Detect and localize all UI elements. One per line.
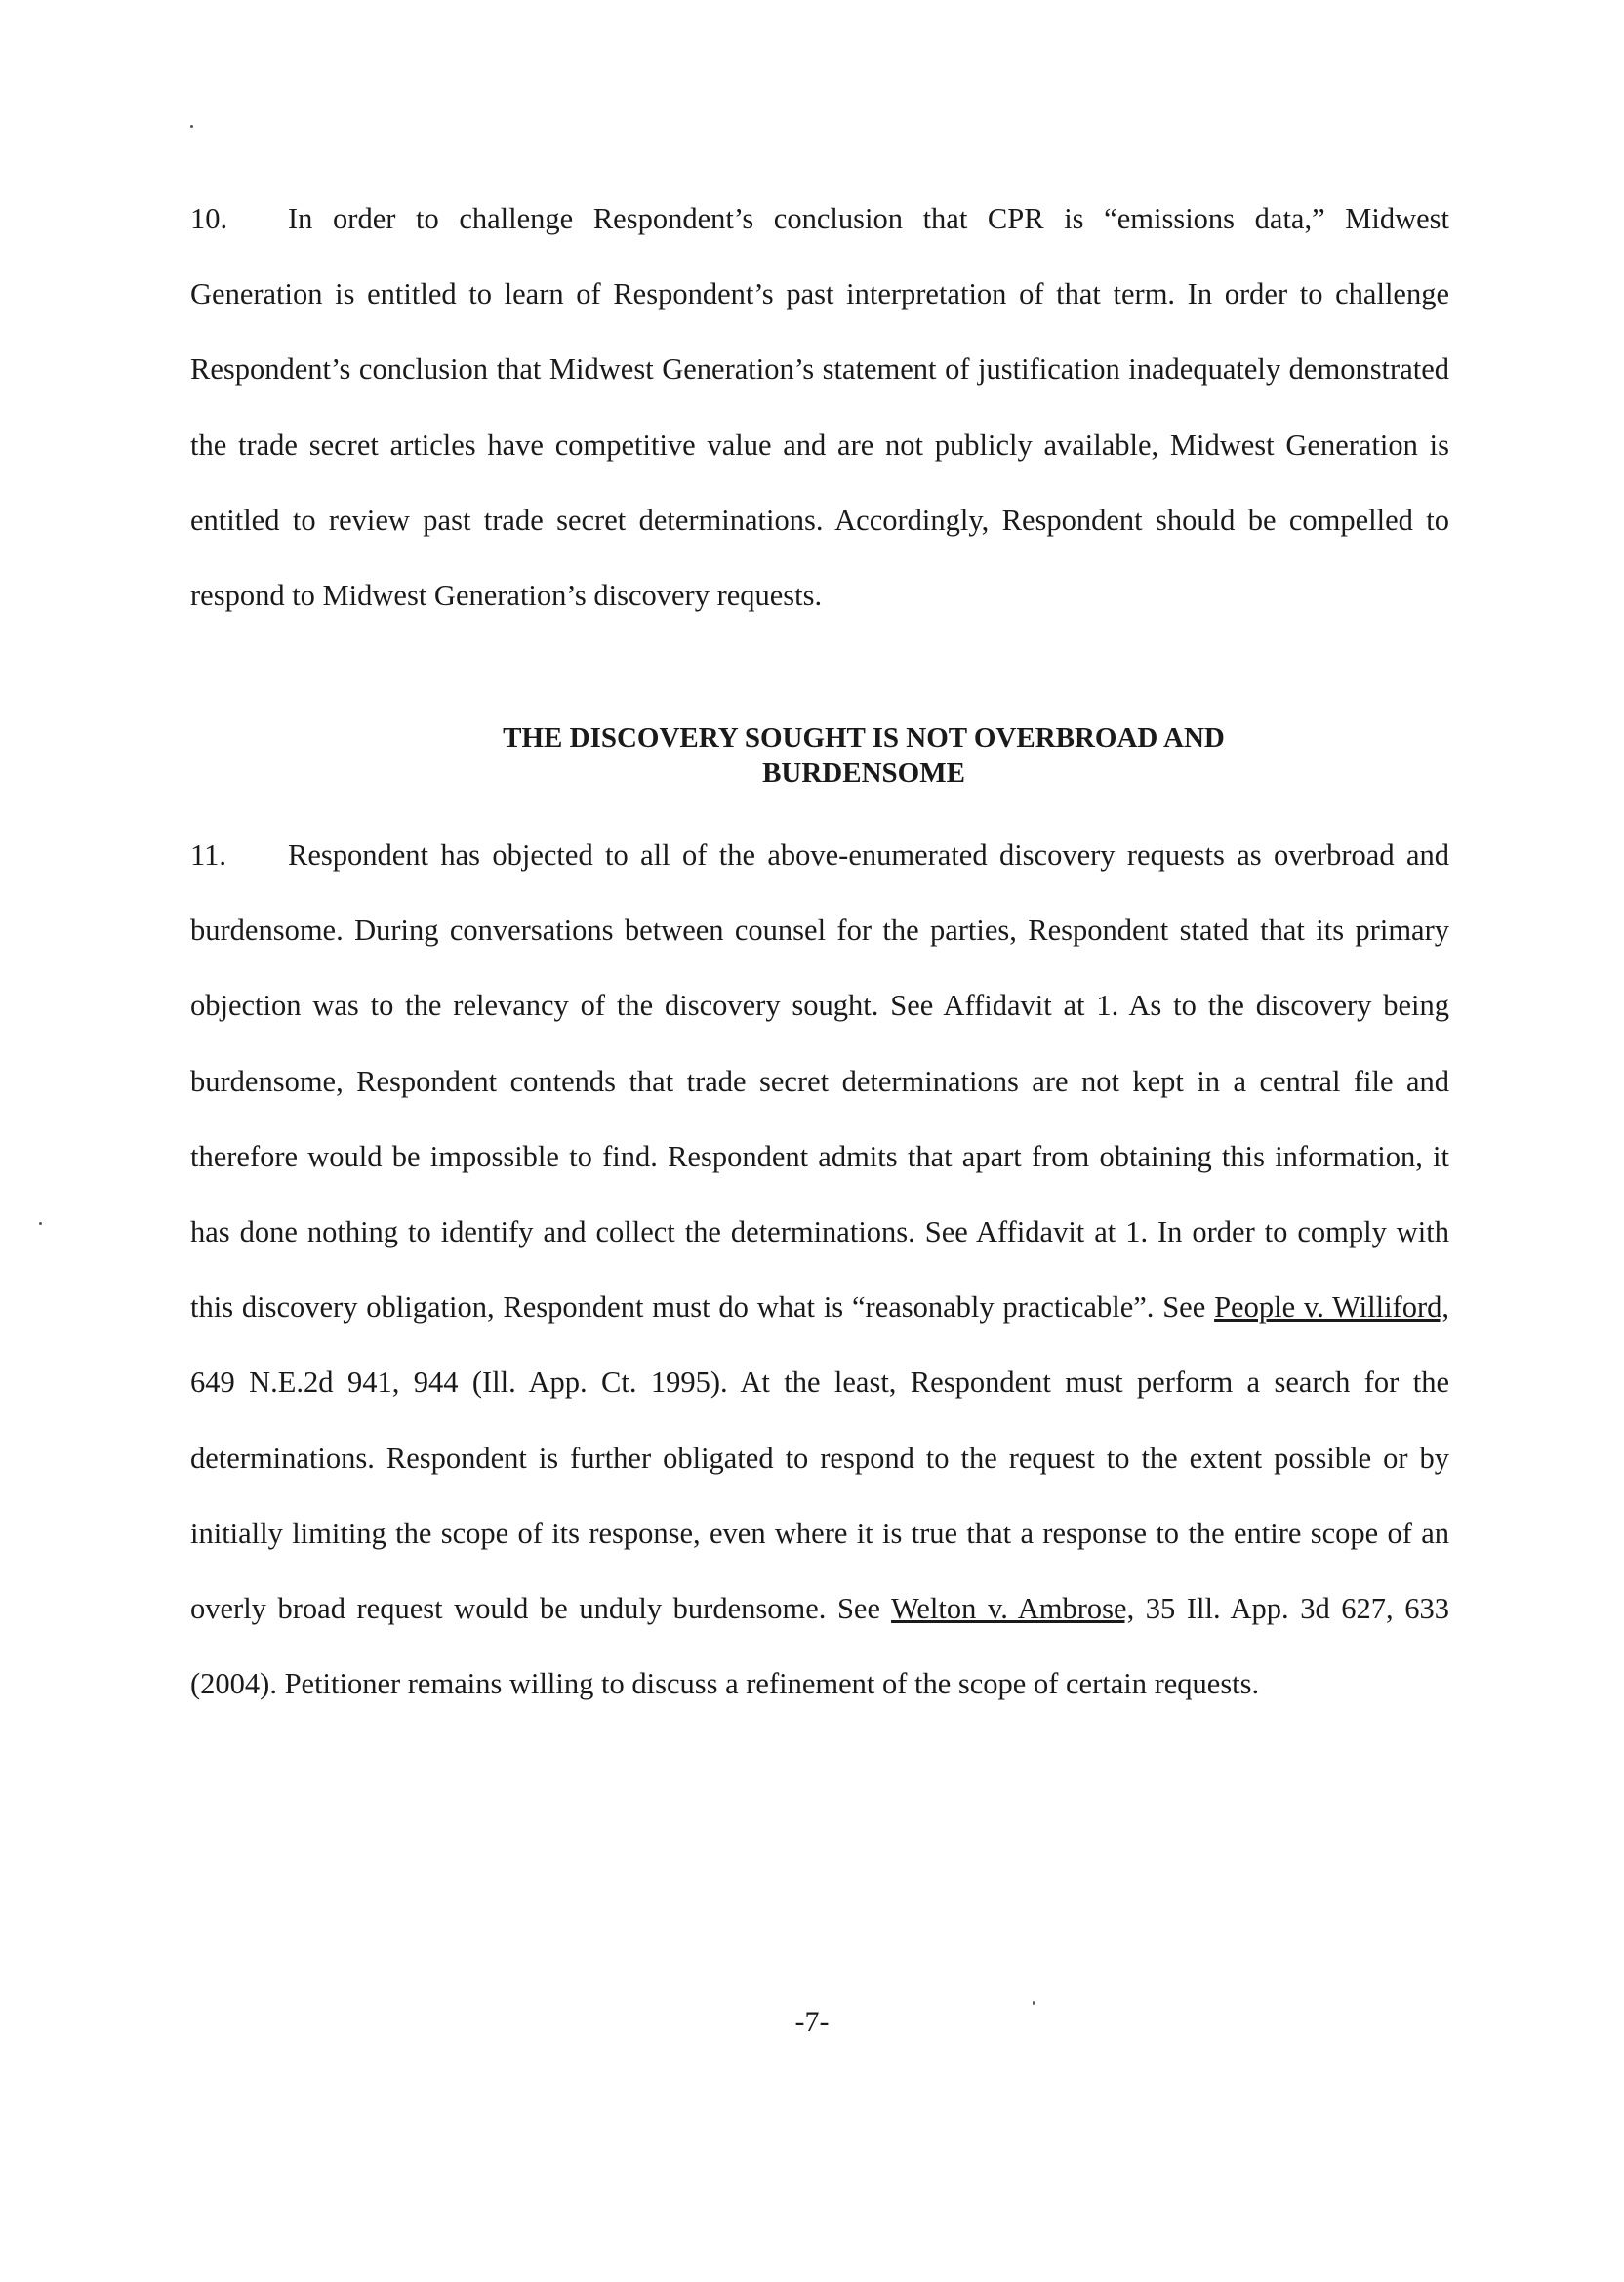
case-citation-williford: People v. Williford, bbox=[1214, 1290, 1449, 1324]
heading-line-2: BURDENSOME bbox=[762, 757, 965, 789]
paragraph-number: 10. bbox=[190, 202, 228, 235]
section-heading bbox=[190, 720, 1537, 791]
paragraph-text-part-1: Respondent has objected to all of the above-enumerated discovery requests as overbroad and burdensome. During conversations between counsel for the parties, Respondent stated that its primary objection was to the relevancy of the discovery sought. See Affidavit at 1. As to the discovery being burdensome, Respondent contends that trade secret determinations are not kept in a central file and therefore would be impossible to find. Respondent admits that apart from obtaining this information, it has done nothing to identify and collect the determinations. See Affidavit at 1. In order to comply with this discovery obligation, Respondent must do what is “reasonably practicable”. See bbox=[190, 838, 1449, 1324]
heading-line-1: THE DISCOVERY SOUGHT IS NOT OVERBROAD AND bbox=[503, 722, 1225, 754]
paragraph-10 bbox=[190, 182, 1449, 633]
scan-speck bbox=[39, 1222, 42, 1225]
paragraph-text-part-2: 649 N.E.2d 941, 944 (Ill. App. Ct. 1995). At the least, Respondent must perform a search for the determinations. Respondent is further obligated to respond to the request to the extent possible or by initially limiting the scope of its response, even where it is true that a response to the entire scope of an overly broad request would be unduly burdensome. See bbox=[190, 1365, 1449, 1626]
case-citation-welton: Welton v. Ambrose, bbox=[891, 1592, 1135, 1626]
page-number: -7- bbox=[794, 2006, 830, 2038]
paragraph-text-part-3: 35 Ill. App. 3d 627, 633 (2004). Petitioner remains willing to discuss a refinement of the scope of certain requests. bbox=[190, 1592, 1450, 1701]
scan-speck bbox=[190, 125, 193, 128]
paragraph-11 bbox=[190, 818, 1449, 1722]
scan-speck bbox=[1033, 2001, 1035, 2005]
paragraph-text: In order to challenge Respondent’s conclusion that CPR is “emissions data,” Midwest Generation is entitled to learn of Respondent’s past interpretation of that term. In order to challenge Respondent’s conclusion that Midwest Generation’s statement of justification inadequately demonstrated the trade secret articles have competitive value and are not publicly available, Midwest Generation is entitled to review past trade secret determinations. Accordingly, Respondent should be compelled to respond to Midwest Generation’s discovery requests. bbox=[190, 202, 1449, 613]
paragraph-number: 11. bbox=[190, 838, 226, 872]
